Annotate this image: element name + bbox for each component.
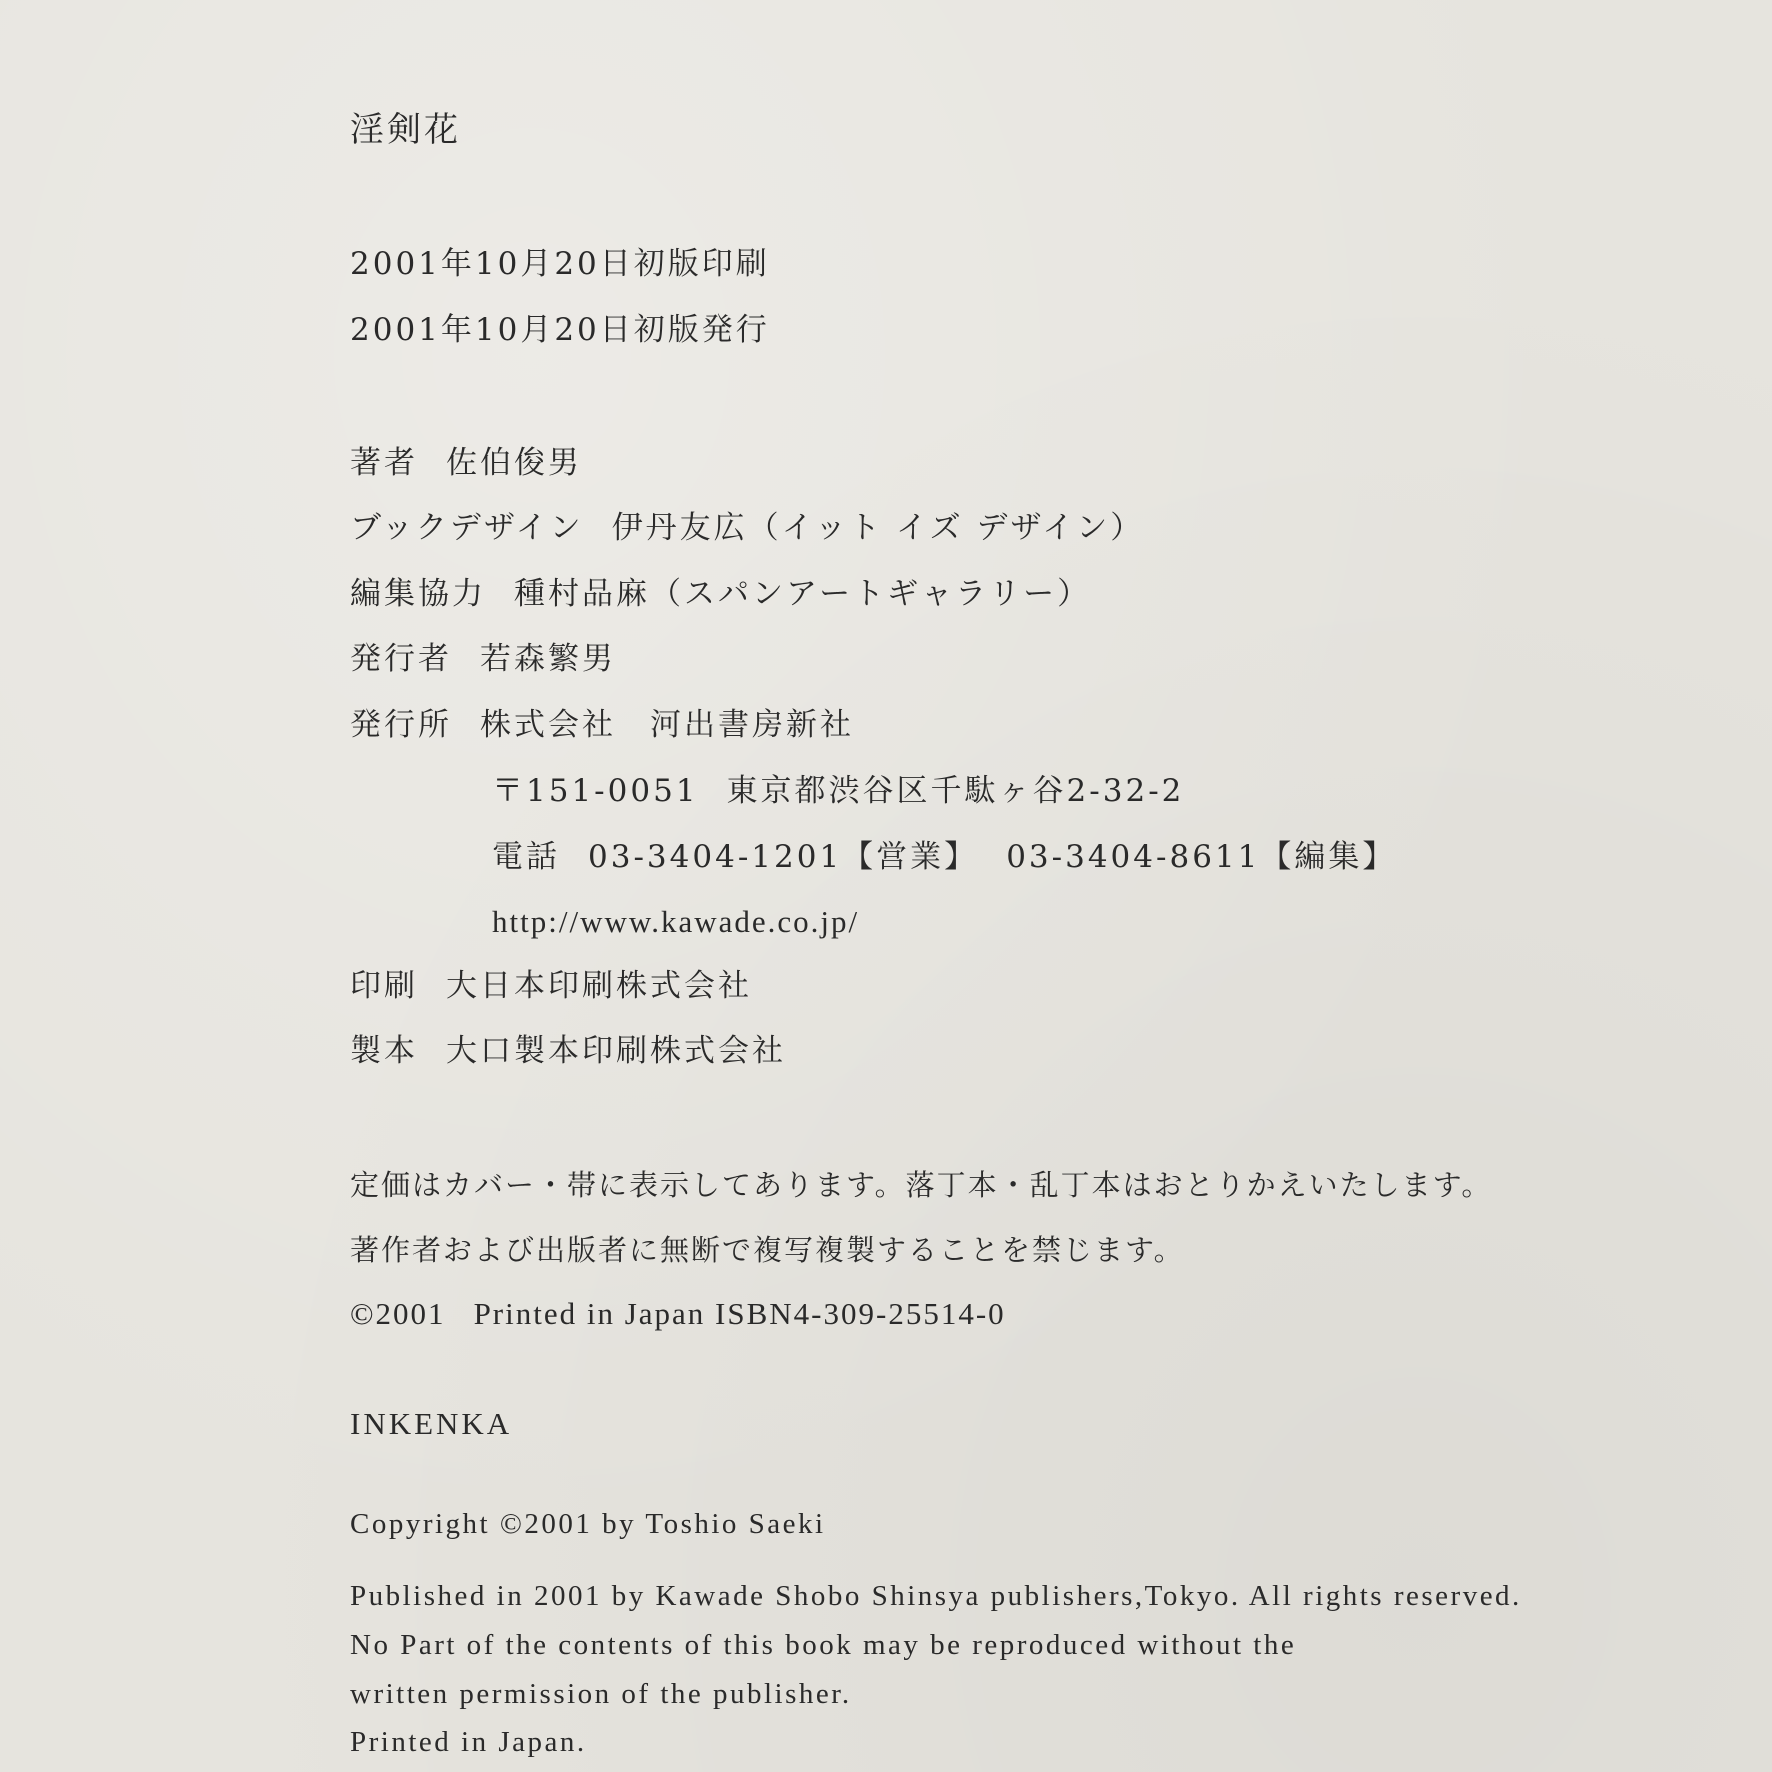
english-line-2: No Part of the contents of this book may be reproduced without the [350,1629,1297,1661]
phone-label: 電話 [492,839,560,875]
printer-name: 大日本印刷株式会社 [446,968,752,1004]
book-title: 淫剣花 [350,110,461,150]
price-notice: 定価はカバー・帯に表示してあります。落丁本・乱丁本はおとりかえいたします。 [350,1168,1493,1202]
print-date: 2001年10月20日初版印刷 [350,246,770,282]
editor-row [350,574,1091,614]
author-label: 著者 [350,445,418,481]
english-line-1: Published in 2001 by Kawade Shobo Shinsya publishers,Tokyo. All rights reserved. [350,1580,1522,1612]
english-title: INKENKA [350,1406,513,1441]
design-name: 伊丹友広（イット イズ デザイン） [611,510,1145,546]
design-row [350,508,1144,548]
isbn-row [350,1294,1006,1334]
publisher-person-label: 発行者 [350,641,452,677]
postal-code: 〒151-0051 [492,773,699,809]
binder-row [350,1031,786,1071]
publisher-person-row [350,639,616,679]
phone-sales: 03-3404-1201【営業】 [588,839,979,875]
copy-notice: 著作者および出版者に無断で複写複製することを禁じます。 [350,1233,1185,1267]
publisher-label: 発行所 [350,707,452,743]
design-label: ブックデザイン [350,510,584,546]
english-copyright: Copyright ©2001 by Toshio Saeki [350,1508,826,1540]
address-row [492,771,1184,811]
printer-label: 印刷 [350,968,418,1004]
english-line-3: written permission of the publisher. [350,1678,852,1710]
publisher-row [350,705,854,745]
binder-name: 大口製本印刷株式会社 [446,1033,786,1069]
english-line-4: Printed in Japan. [350,1726,587,1758]
phone-edit: 03-3404-8611【編集】 [1006,839,1397,875]
publisher-name: 株式会社 河出書房新社 [480,707,854,743]
isbn-text: Printed in Japan ISBN4-309-25514-0 [473,1296,1006,1331]
publish-date: 2001年10月20日初版発行 [350,312,770,348]
website-url: http://www.kawade.co.jp/ [492,904,860,939]
editor-label: 編集協力 [350,576,486,612]
publisher-person-name: 若森繁男 [480,641,616,677]
copyright-mark: ©2001 [350,1296,446,1331]
author-row [350,443,582,483]
editor-name: 種村品麻（スパンアートギャラリー） [514,576,1092,612]
address: 東京都渋谷区千駄ヶ谷2-32-2 [726,773,1185,809]
printer-row [350,966,752,1006]
author-name: 佐伯俊男 [446,445,582,481]
binder-label: 製本 [350,1033,418,1069]
phone-row [492,837,1396,877]
